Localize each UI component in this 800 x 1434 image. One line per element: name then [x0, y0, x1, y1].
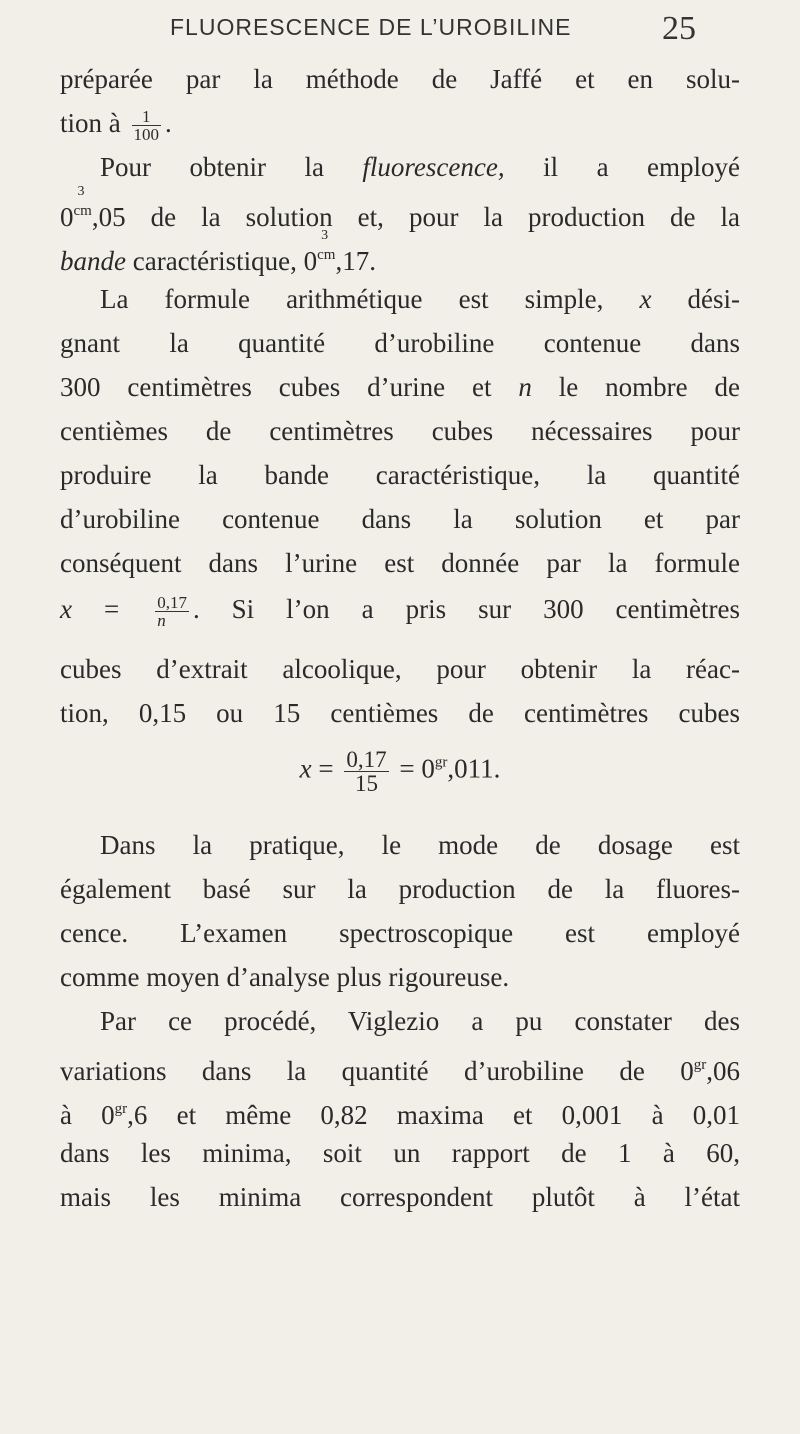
text-line: d’urobiline contenue dans la solution et par: [60, 504, 740, 534]
text-line: cubes d’extrait alcoolique, pour obtenir la réac-: [60, 654, 740, 684]
text-line: cence. L’examen spectroscopique est employé: [60, 918, 740, 948]
fraction: $\frac{0,17}{n}$: [157, 593, 187, 631]
text-line: gnant la quantité d’urobiline contenue dans: [60, 328, 740, 358]
text-line: 300 centimètres cubes d’urine et n le nombre de: [60, 372, 741, 402]
page-header: [170, 10, 696, 50]
formula: x = $\frac{0,17}{15}$ = $0^{gr},011$.: [299, 747, 501, 796]
text-line: également basé sur la production de la fluores-: [60, 874, 740, 904]
text-line: à $0^{gr},6$ et même 0,82 maxima et 0,001 à 0,01: [60, 1100, 740, 1130]
text-line: Dans la pratique, le mode de dosage est: [100, 830, 740, 860]
text-line: préparée par la méthode de Jaffé et en solu-: [60, 64, 740, 94]
text-line: tion, 0,15 ou 15 centièmes de centimètres cubes: [60, 698, 740, 728]
text-line: dans les minima, soit un rapport de 1 à 60,: [60, 1138, 740, 1168]
text-line: $0^{cm}$ 3 ,05 de la solution et, pour la production de la: [60, 184, 740, 232]
text-line: mais les minima correspondent plutôt à l’état: [60, 1182, 740, 1212]
text-line: variations dans la quantité d’urobiline de $0^{gr},06$: [60, 1056, 740, 1086]
text-line: conséquent dans l’urine est donnée par la formule: [60, 548, 740, 578]
text-line: centièmes de centimètres cubes nécessaires pour: [60, 416, 740, 446]
fraction: $\frac{0,17}{15}$: [346, 747, 387, 796]
text-line: La formule arithmétique est simple, x dési-: [100, 284, 741, 314]
text-line: Par ce procédé, Viglezio a pu constater des: [100, 1006, 740, 1036]
text-line: produire la bande caractéristique, la quantité: [60, 460, 740, 490]
text-line: bande caractéristique, $0^{cm}$ 3 ,17.: [60, 228, 376, 276]
page-number: 25: [662, 10, 696, 47]
text-line: comme moyen d’analyse plus rigoureuse.: [60, 962, 510, 992]
text-line: Pour obtenir la fluorescence, il a employé: [100, 152, 741, 182]
text-line: tion à $\frac{1}{100}$ .: [60, 107, 172, 145]
fraction: $\frac{1}{100}$: [133, 107, 159, 145]
running-title: FLUORESCENCE DE L’UROBILINE: [170, 14, 572, 40]
text-line: x = $\frac{0,17}{n}$ . Si l’on a pris sur 300 centimètres: [60, 593, 740, 631]
